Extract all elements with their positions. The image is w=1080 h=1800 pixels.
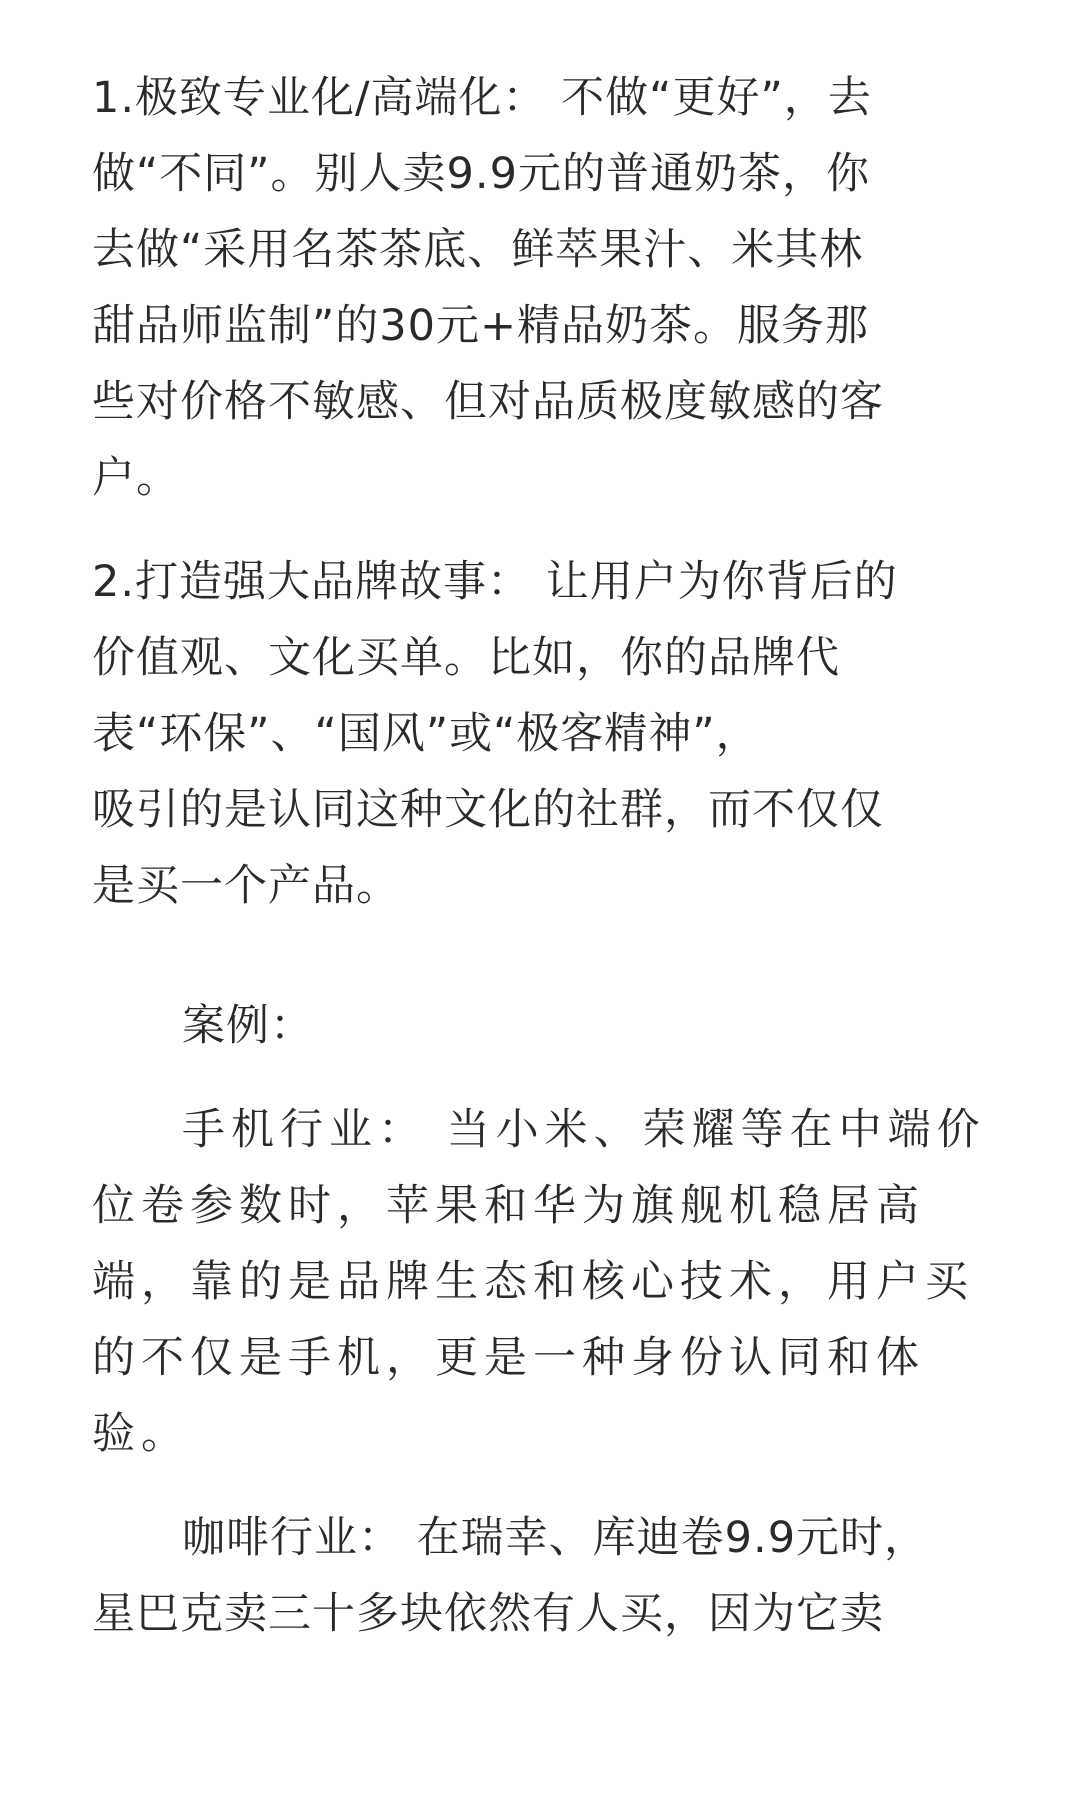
- text-line: 表“环保”、“国风”或“极客精神”，: [92, 709, 760, 759]
- text-line: 2.打造强大品牌故事： 让用户为你背后的: [92, 557, 898, 607]
- text-line: 星巴克卖三十多块依然有人买，因为它卖: [92, 1589, 884, 1639]
- text-line: 咖啡行业： 在瑞幸、库迪卷9.9元时，: [182, 1513, 929, 1563]
- text-line: 端，靠的是品牌生态和核心技术，用户买: [92, 1257, 974, 1307]
- text-line: 的不仅是手机，更是一种身份认同和体: [92, 1333, 925, 1383]
- paragraph-high-end-strategy: [92, 60, 992, 516]
- text-line: 验。: [92, 1409, 190, 1459]
- text-line: 位卷参数时，苹果和华为旗舰机稳居高: [92, 1181, 925, 1231]
- text-line: 做“不同”。别人卖9.9元的普通奶茶，你: [92, 149, 870, 199]
- paragraph-brand-story: [92, 544, 992, 924]
- article-body: [92, 60, 992, 1652]
- paragraph-phone-case: [92, 1092, 992, 1472]
- text-line: 价值观、文化买单。比如，你的品牌代: [92, 633, 840, 683]
- paragraph-coffee-case: [92, 1500, 992, 1652]
- text-line: 去做“采用名茶茶底、鲜萃果汁、米其林: [92, 225, 864, 275]
- text-line: 户。: [92, 453, 180, 503]
- text-line: 甜品师监制”的30元+精品奶茶。服务那: [92, 301, 870, 351]
- text-line: 吸引的是认同这种文化的社群，而不仅仅: [92, 785, 884, 835]
- text-line: 1.极致专业化/高端化： 不做“更好”，去: [92, 73, 872, 123]
- text-line: 是买一个产品。: [92, 861, 400, 911]
- text-line: 些对价格不敏感、但对品质极度敏感的客: [92, 377, 884, 427]
- text-line: 手机行业： 当小米、荣耀等在中端价: [182, 1105, 986, 1155]
- case-heading: 案例：: [182, 1001, 314, 1051]
